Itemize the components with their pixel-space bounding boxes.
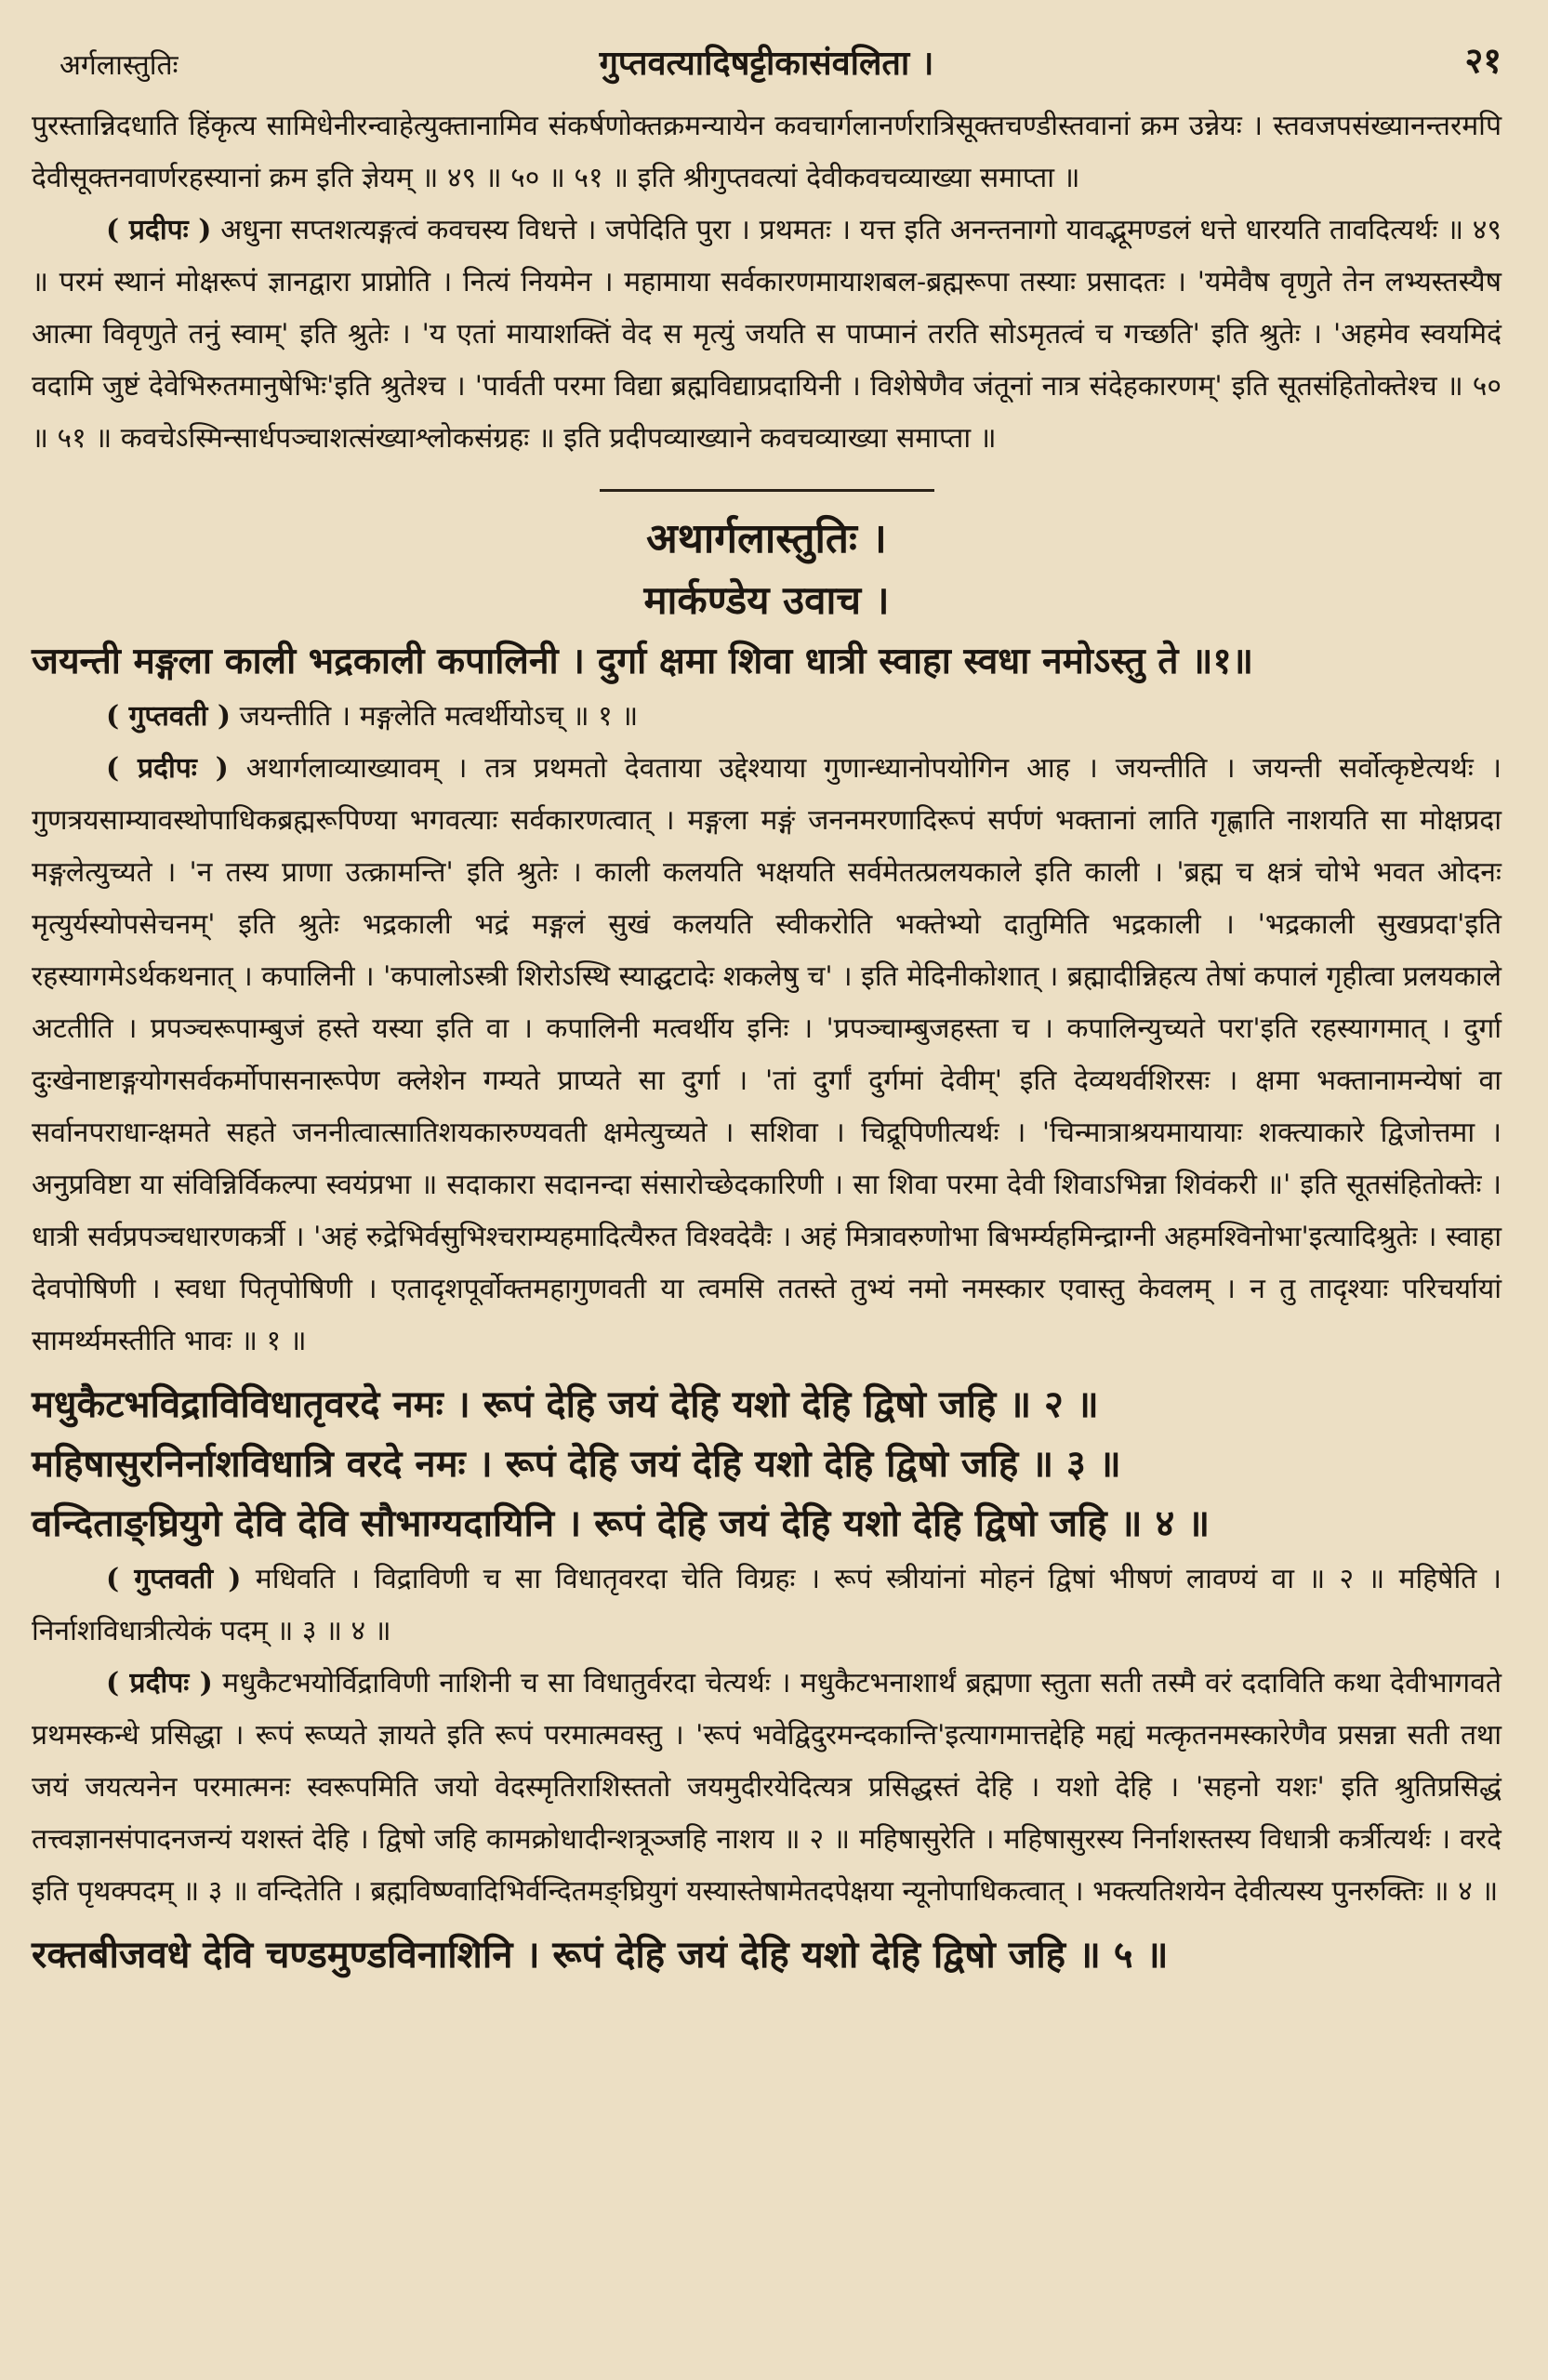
verse-2: मधुकैटभविद्राविविधातृवरदे नमः । रूपं देहि जयं देहि यशो देहि द्विषो जहि ॥ २ ॥: [32, 1382, 1099, 1426]
verse-1: जयन्ती मङ्गला काली भद्रकाली कपालिनी । दुर्गा क्षमा शिवा धात्री स्वाहा स्वधा नमोऽस्तु ते ॥१॥: [32, 640, 1254, 682]
commentary-text: अथार्गलाव्याख्यावम् । तत्र प्रथमतो देवताया उद्देश्याया गुणान्ध्यानोपयोगिन आह । जयन्तीति । जयन्ती सर्वोत्कृष्टेत्यर्थः । गुणत्रयसाम्यावस्थोपाधिकब्रह्मरूपिण्या भगवत्याः सर्वकारणत्वात् । मङ्गला मङ्गं जननमरणादिरूपं सर्पणं भक्तानां लाति गृह्णाति नाशयति सा मोक्षप्रदा मङ्गलेत्युच्यते । 'न तस्य प्राणा उत्क्रामन्ति' इति श्रुतेः । काली कलयति भक्षयति सर्वमेतत्प्रलयकाले इति काली । 'ब्रह्म च क्षत्रं चोभे भवत ओदनः मृत्युर्यस्योपसेचनम्' इति श्रुतेः भद्रकाली भद्रं मङ्गलं सुखं कलयति स्वीकरोति भक्तेभ्यो दातुमिति भद्रकाली । 'भद्रकाली सुखप्रदा'इति रहस्यागमेऽर्थकथनात् । कपालिनी । 'कपालोऽस्त्री शिरोऽस्थि स्याद्घटादेः शकलेषु च' । इति मेदिनीकोशात् । ब्रह्मादीन्निहत्य तेषां कपालं गृहीत्वा प्रलयकाले अटतीति । प्रपञ्चरूपाम्बुजं हस्ते यस्या इति वा । कपालिनी मत्वर्थीय इनिः । 'प्रपञ्चाम्बुजहस्ता च । कपालिन्युच्यते परा'इति रहस्यागमात् । दुर्गा दुःखेनाष्टाङ्गयोगसर्वकर्मोपासनारूपेण क्लेशेन गम्यते प्राप्यते सा दुर्गा । 'तां दुर्गां दुर्गमां देवीम्' इति देव्यथर्वशिरसः । क्षमा भक्तानामन्येषां वा सर्वानपराधान्क्षमते सहते जननीत्वात्सातिशयकारुण्यवती क्षमेत्युच्यते । सशिवा । चिद्रूपिणीत्यर्थः । 'चिन्मात्राश्रयमायायाः शक्त्याकारे द्विजोत्तमा । अनुप्रविष्टा या संविन्निर्विकल्पा स्वयंप्रभा ॥ सदाकारा सदानन्दा संसारोच्छेदकारिणी । सा शिवा परमा देवी शिवाऽभिन्ना शिवंकरी ॥' इति सूतसंहितोक्तेः । धात्री सर्वप्रपञ्चधारणकर्त्री । 'अहं रुद्रेभिर्वसुभिश्चराम्यहमादित्यैरुत विश्वदेवैः । अहं मित्रावरुणोभा बिभर्म्यहमिन्द्राग्नी अहमश्विनोभा'इत्यादिश्रुतेः । स्वाहा देवपोषिणी । स्वधा पितृपोषिणी । एतादृशपूर्वोक्तमहागुणवती या त्वमसि ततस्ते तुभ्यं नमो नमस्कार एवास्तु केवलम् । न तु तादृश्याः परिचर्यायां सामर्थ्यमस्तीति भावः ॥ १ ॥: [32, 752, 1502, 1357]
commentary-gupta-2-4: [32, 1554, 1502, 1658]
commentary-text: जयन्तीति । मङ्गलेति मत्वर्थीयोऽच् ॥ १ ॥: [239, 700, 639, 733]
section-title: अथार्गलास्तुतिः ।: [646, 515, 887, 562]
commentary-pradipa-1: [32, 743, 1502, 1368]
commentary-tag: ( प्रदीपः ): [106, 214, 212, 246]
commentary-text: मधिवति । विद्राविणी च सा विधातृवरदा चेति विग्रहः । रूपं स्त्रीयांनां मोहनं द्विषां भीषणं लावण्यं वा ॥ २ ॥ महिषेति । निर्नाशविधात्रीत्येकं पदम् ॥ ३ ॥ ४ ॥: [32, 1563, 1502, 1647]
commentary-pradipa-kavacha: [32, 205, 1502, 465]
commentary-text: पुरस्तान्निदधाति हिंकृत्य सामिधेनीरन्वाहेत्युक्तानामिव संकर्षणोक्तक्रमन्यायेन कवचार्गलानर्णरात्रिसूक्तचण्डीस्तवानां क्रम उन्नेयः । स्तवजपसंख्यानन्तरमपि देवीसूक्तनवार्णरहस्यानां क्रम इति ज्ञेयम् ॥ ४९ ॥ ५० ॥ ५१ ॥ इति श्रीगुप्तवत्यां देवीकवचव्याख्या समाप्ता ॥: [32, 110, 1502, 194]
verse-5: रक्तबीजवधे देवि चण्डमुण्डविनाशिनि । रूपं देहि जयं देहि यशो देहि द्विषो जहि ॥ ५ ॥: [32, 1933, 1169, 1977]
commentary-gupta-1: [32, 691, 1502, 743]
running-head-left: अर्गलास्तुतिः: [60, 49, 179, 82]
commentary-gupta-continuation: [32, 100, 1502, 205]
commentary-tag: ( गुप्तवती ): [106, 700, 232, 733]
commentary-tag: ( गुप्तवती ): [106, 1563, 242, 1595]
running-head: [32, 35, 1502, 100]
commentary-pradipa-2-4: [32, 1658, 1502, 1918]
commentary-text: मधुकैटभयोर्विद्राविणी नाशिनी च सा विधातुर्वरदा चेत्यर्थः । मधुकैटभनाशार्थं ब्रह्मणा स्तुता सती तस्मै वरं ददाविति कथा देवीभागवते प्रथमस्कन्धे प्रसिद्धा । रूपं रूप्यते ज्ञायते इति रूपं परमात्मवस्तु । 'रूपं भवेद्विदुरमन्दकान्ति'इत्यागमात्तद्देहि मह्यं मत्कृतनमस्कारेणैव प्रसन्ना सती तथा जयं जयत्यनेन परमात्मनः स्वरूपमिति जयो वेदस्मृतिराशिस्ततो जयमुदीरयेदित्यत्र प्रसिद्धस्तं देहि । यशो देहि । 'सहनो यशः' इति श्रुतिप्रसिद्धं तत्त्वज्ञानसंपादनजन्यं यशस्तं देहि । द्विषो जहि कामक्रोधादीन्शत्रूञ्जहि नाशय ॥ २ ॥ महिषासुरेति । महिषासुरस्य निर्नाशस्तस्य विधात्री कर्त्रीत्यर्थः । वरदे इति पृथक्पदम् ॥ ३ ॥ वन्दितेति । ब्रह्मविष्ण्वादिभिर्वन्दितमङ्घ्रियुगं यस्यास्तेषामेतदपेक्षया न्यूनोपाधिकत्वात् । भक्त्यतिशयेन देवीत्यस्य पुनरुक्तिः ॥ ४ ॥: [32, 1667, 1502, 1908]
page-number: २१: [1464, 39, 1502, 81]
commentary-text: अधुना सप्तशत्यङ्गत्वं कवचस्य विधत्ते । जपेदिति पुरा । प्रथमतः । यत्त इति अनन्तनागो यावद्भूमण्डलं धत्ते धारयति तावदित्यर्थः ॥ ४९ ॥ परमं स्थानं मोक्षरूपं ज्ञानद्वारा प्राप्नोति । नित्यं नियमेन । महामाया सर्वकारणमायाशबल-ब्रह्मरूपा तस्याः प्रसादतः । 'यमेवैष वृणुते तेन लभ्यस्तस्यैष आत्मा विवृणुते तनुं स्वाम्' इति श्रुतेः । 'य एतां मायाशक्तिं वेद स मृत्युं जयति स पाप्मानं तरति सोऽमृतत्वं च गच्छति' इति श्रुतेः । 'अहमेव स्वयमिदं वदामि जुष्टं देवेभिरुतमानुषेभिः'इति श्रुतेश्च । 'पार्वती परमा विद्या ब्रह्मविद्याप्रदायिनी । विशेषेणैव जंतूनां नात्र संदेहकारणम्' इति सूतसंहितोक्तेश्च ॥ ५० ॥ ५१ ॥ कवचेऽस्मिन्सार्धपञ्चाशत्संख्याश्लोकसंग्रहः ॥ इति प्रदीपव्याख्याने कवचव्याख्या समाप्ता ॥: [32, 214, 1502, 455]
commentary-tag: ( प्रदीपः ): [106, 752, 229, 785]
running-head-title: गुप्तवत्यादिषट्टीकासंवलिता ।: [599, 44, 934, 83]
verse-4: वन्दिताङ्घ्रियुगे देवि देवि सौभाग्यदायिनि । रूपं देहि जयं देहि यशो देहि द्विषो जहि ॥ ४ ॥: [32, 1501, 1211, 1545]
section-divider: [600, 489, 934, 492]
verse-3: महिषासुरनिर्नाशविधात्रि वरदे नमः । रूपं देहि जयं देहि यशो देहि द्विषो जहि ॥ ३ ॥: [32, 1442, 1121, 1486]
speaker-line: मार्कण्डेय उवाच ।: [643, 577, 890, 623]
commentary-tag: ( प्रदीपः ): [106, 1667, 213, 1699]
